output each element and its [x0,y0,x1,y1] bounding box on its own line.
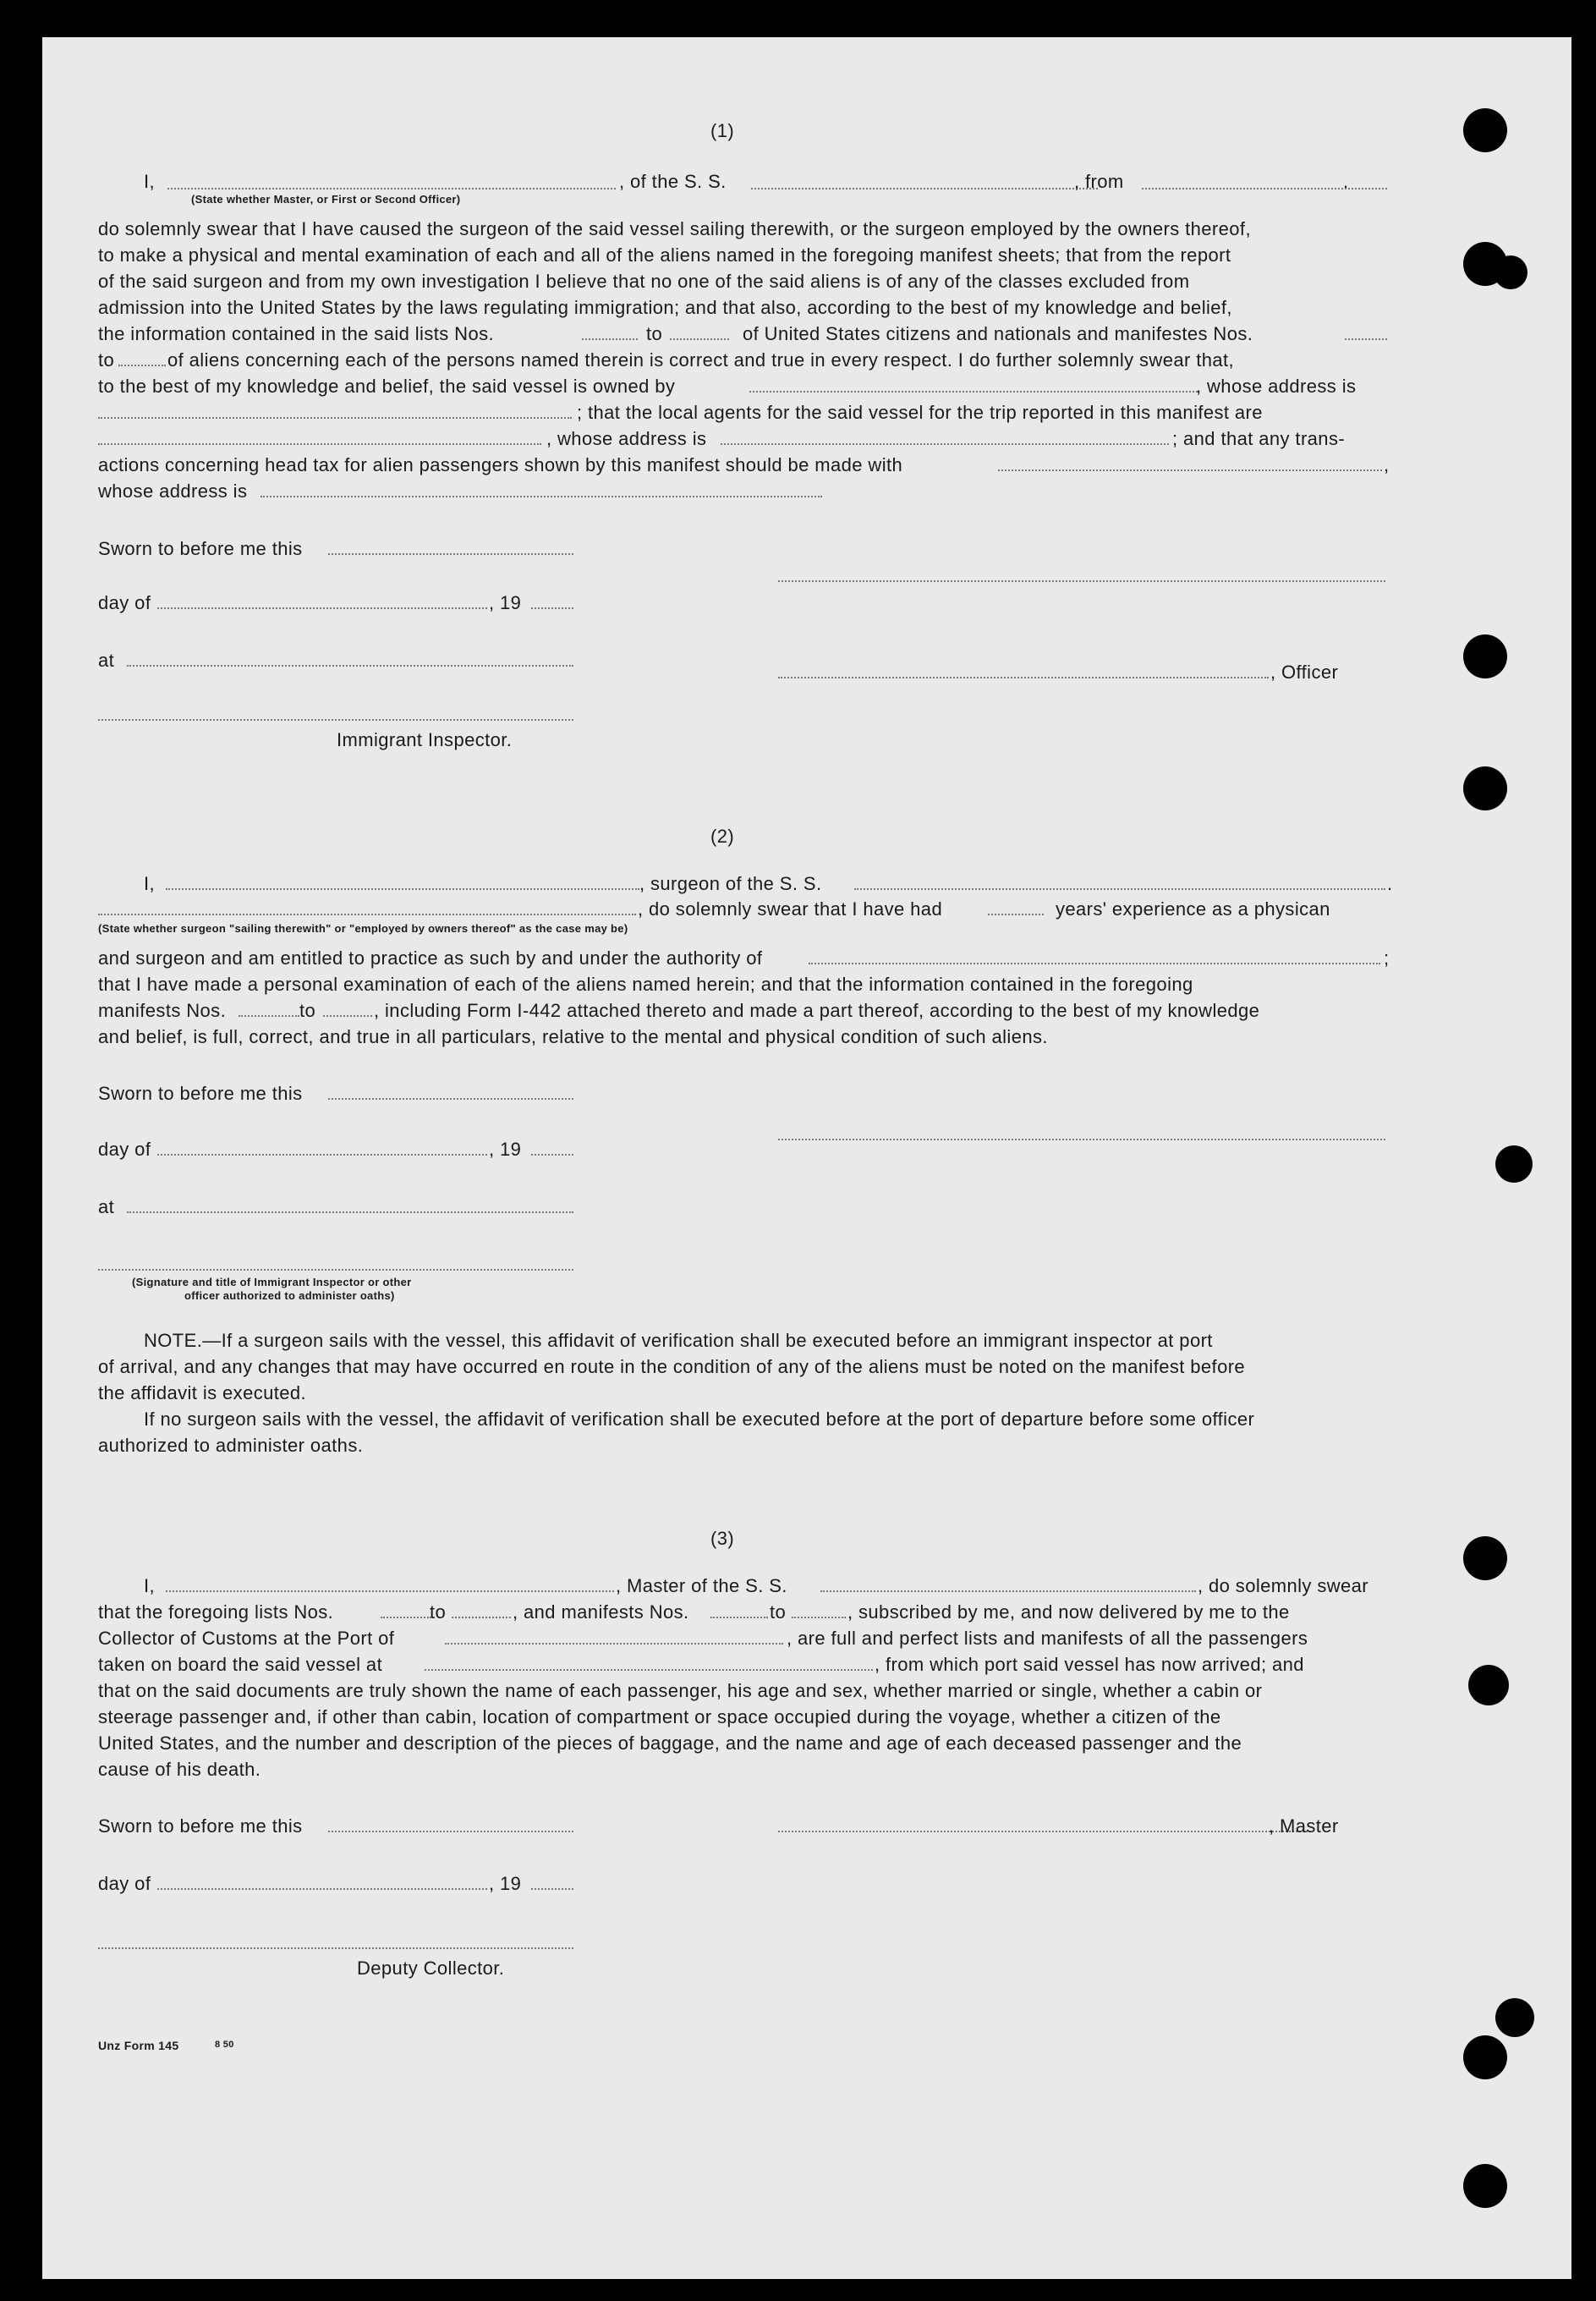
s2-l5-a: manifests Nos. [98,1000,227,1021]
s3-month-field[interactable] [157,1888,487,1890]
s1-officer-title-line[interactable] [778,677,1269,678]
s2-year-label: , 19 [489,1139,522,1160]
s1-from-field[interactable] [1142,188,1387,189]
s3-year-label: , 19 [489,1873,522,1894]
s1-l11: whose address is [98,481,248,502]
s1-sworn-label: Sworn to before me this [98,538,303,559]
punch-hole-9 [1495,1998,1534,2037]
s2-ship-name-field[interactable] [854,888,1385,890]
s2-dayof-label: day of [98,1139,151,1160]
s1-l9-b: ; and that any trans- [1172,428,1346,449]
s2-sworn-label: Sworn to before me this [98,1083,303,1104]
s3-body-line-3: United States, and the number and description of the pieces of baggage, and the name and age of each deceased passenger and the [98,1733,1242,1754]
s1-body-line-1: do solemnly swear that I have caused the surgeon of the said vessel sailing therewith, or the surgeon employed by the owners thereof, [98,218,1251,239]
s1-at-label: at [98,650,115,671]
s1-owner-field[interactable] [749,391,1198,393]
s1-from-label: , from [1074,171,1124,192]
s1-head-tax-field[interactable] [998,470,1382,471]
s3-body-line-4: cause of his death. [98,1759,261,1780]
s1-l5-b: to [646,323,663,344]
punch-hole-5 [1463,766,1507,810]
punch-hole-1 [1463,108,1507,152]
s2-sig-note-1: (Signature and title of Immigrant Inspector or other [132,1276,412,1288]
s1-year-label: , 19 [489,592,522,613]
s1-body-line-4: admission into the United States by the laws regulating immigration; and that also, according to the best of my knowledge and belief, [98,297,1232,318]
s1-year-field[interactable] [531,607,573,609]
punch-hole-3 [1494,255,1527,289]
punch-hole-6 [1495,1145,1533,1183]
s3-l2-e: , subscribed by me, and now delivered by me to the [847,1601,1290,1623]
s2-l3-a: and surgeon and am entitled to practice as such by and under the authority of [98,947,763,969]
section-3-number: (3) [710,1528,735,1549]
s2-surgeon-signature-line[interactable] [778,1139,1385,1140]
s1-at-field[interactable] [127,665,573,667]
s2-authority-field[interactable] [809,963,1380,964]
form-date-code: 8 50 [215,2040,234,2050]
s3-manifests-to-field[interactable] [792,1617,846,1618]
s2-inspector-signature-line[interactable] [98,1269,573,1271]
s1-l7-a: to the best of my knowledge and belief, the said vessel is owned by [98,376,676,397]
s3-l3-b: , are full and perfect lists and manifests of all the passengers [787,1628,1308,1649]
s3-l2-d: to [770,1601,787,1623]
section-1-number: (1) [710,120,735,141]
punch-hole-10 [1463,2035,1507,2079]
s3-l3-a: Collector of Customs at the Port of [98,1628,395,1649]
s3-l4-b: , from which port said vessel has now arrived; and [875,1654,1304,1675]
s1-lists-to-field[interactable] [670,338,729,340]
punch-hole-11 [1463,2164,1507,2208]
s3-master-signature-line[interactable] [778,1831,1311,1832]
s2-manifests-to-field[interactable] [323,1015,372,1017]
s2-l1-b: , surgeon of the S. S. [639,873,822,894]
s3-l2-c: , and manifests Nos. [513,1601,689,1623]
section-2-number: (2) [710,826,735,847]
s3-deputy-label: Deputy Collector. [357,1958,505,1979]
s3-year-field[interactable] [531,1888,573,1890]
s3-sworn-label: Sworn to before me this [98,1815,303,1837]
s3-ship-name-field[interactable] [820,1590,1196,1592]
s1-i-label: I, [144,171,156,192]
s1-officer-signature-line[interactable] [778,580,1385,582]
s2-surgeon-name-field[interactable] [166,888,639,890]
s1-lists-from-field[interactable] [582,338,638,340]
s1-l5-c: of United States citizens and nationals and manifestes Nos. [743,323,1253,344]
s1-l8-a: ; that the local agents for the said vessel for the trip reported in this manifest are [577,402,1263,423]
punch-hole-8 [1468,1665,1509,1705]
s3-boarding-port-field[interactable] [425,1669,873,1671]
s1-month-field[interactable] [157,607,487,609]
s1-body-line-3: of the said surgeon and from my own investigation I believe that no one of the said aliens is of any of the classes excluded from [98,271,1190,292]
s3-l1-b: , Master of the S. S. [616,1575,787,1596]
s1-officer-name-field[interactable] [167,188,616,189]
s1-head-tax-address-field[interactable] [261,496,822,497]
s3-sworn-day-field[interactable] [328,1831,573,1832]
s1-of-ss-label: , of the S. S. [619,171,727,192]
s1-inspector-label: Immigrant Inspector. [337,729,513,750]
s1-l10-b: , [1384,454,1390,475]
s2-l2-b: years' experience as a physican [1056,898,1330,920]
s2-l1-a: I, [144,873,156,894]
s3-port-field[interactable] [445,1643,783,1645]
s1-l10-a: actions concerning head tax for alien passengers shown by this manifest should be made with [98,454,903,475]
s2-note-p2-line-2: authorized to administer oaths. [98,1435,364,1456]
s3-lists-to-field[interactable] [452,1617,511,1618]
s2-at-field[interactable] [127,1211,573,1213]
s2-l6: and belief, is full, correct, and true in all particulars, relative to the mental and physical condition of such aliens. [98,1026,1048,1047]
s3-l2-a: that the foregoing lists Nos. [98,1601,334,1623]
s2-sworn-day-field[interactable] [328,1098,573,1100]
s3-deputy-signature-line[interactable] [98,1947,573,1949]
s2-manifests-from-field[interactable] [239,1015,299,1017]
s2-note-p1-line-1: NOTE.—If a surgeon sails with the vessel, this affidavit of verification shall be executed before an immigrant inspector at port [144,1330,1213,1351]
s2-l5-b: to [299,1000,316,1021]
s1-officer-note: (State whether Master, or First or Second Officer) [191,193,461,206]
punch-hole-4 [1463,634,1507,678]
s2-sig-note-2: officer authorized to administer oaths) [184,1289,395,1302]
form-page [42,37,1571,2279]
s1-body-line-2: to make a physical and mental examination of each and all of the aliens named in the foregoing manifest sheets; that from the report [98,244,1231,266]
s2-year-field[interactable] [531,1154,573,1156]
s3-lists-from-field[interactable] [381,1617,431,1618]
s1-l6-a: to [98,349,115,371]
s3-body-line-1: that on the said documents are truly shown the name of each passenger, his age and sex, whether married or single, whether a cabin or [98,1680,1263,1701]
s3-l4-a: taken on board the said vessel at [98,1654,383,1675]
s2-at-label: at [98,1196,115,1217]
s2-surgeon-status-field[interactable] [98,914,636,915]
s2-l4: that I have made a personal examination of each of the aliens named herein; and that the information contained in the foregoing [98,974,1193,995]
s3-master-label: , Master [1269,1815,1339,1837]
s2-note-p1-line-3: the affidavit is executed. [98,1382,307,1403]
s2-l2-a: , do solemnly swear that I have had [638,898,943,920]
s1-ship-name-field[interactable] [751,188,1098,189]
s1-dayof-label: day of [98,592,151,613]
s1-officer-label: , Officer [1270,662,1339,683]
s2-l3-b: ; [1384,947,1390,969]
s2-surgeon-note: (State whether surgeon "sailing therewith" or "employed by owners thereof" as the case may be) [98,922,628,935]
s1-inspector-signature-line[interactable] [98,719,573,721]
s1-l7-b: , whose address is [1196,376,1357,397]
s2-l5-c: , including Form I-442 attached thereto and made a part thereof, according to the best of my knowledge [374,1000,1260,1021]
s2-l1-c: . [1387,873,1393,894]
s3-master-name-field[interactable] [166,1590,614,1592]
punch-hole-7 [1463,1536,1507,1580]
s2-note-p2-line-1: If no surgeon sails with the vessel, the affidavit of verification shall be executed before at the port of departure before some officer [144,1409,1255,1430]
s3-body-line-2: steerage passenger and, if other than cabin, location of compartment or space occupied during the voyage, whether a citizen of the [98,1706,1221,1727]
s1-manifests-from-field[interactable] [1345,338,1387,340]
s1-l6-b: of aliens concerning each of the persons named therein is correct and true in every respect. I do further solemnly swear that, [167,349,1235,371]
s1-agents-field[interactable] [98,443,541,445]
s1-agents-address-field[interactable] [721,443,1169,445]
s1-line1-end: . [1343,171,1349,192]
s1-owner-address-field[interactable] [98,417,572,419]
s3-manifests-from-field[interactable] [710,1617,768,1618]
s2-month-field[interactable] [157,1154,487,1156]
s1-sworn-day-field[interactable] [328,553,573,555]
s3-l2-b: to [430,1601,447,1623]
form-identifier: Unz Form 145 [98,2039,179,2052]
s2-years-field[interactable] [988,914,1044,915]
s3-l1-a: I, [144,1575,156,1596]
s1-manifests-to-field[interactable] [118,365,166,366]
s3-l1-c: , do solemnly swear [1198,1575,1369,1596]
s3-dayof-label: day of [98,1873,151,1894]
s1-l5-a: the information contained in the said lists Nos. [98,323,494,344]
s2-note-p1-line-2: of arrival, and any changes that may have occurred en route in the condition of any of the aliens must be noted on the manifest before [98,1356,1246,1377]
s1-l9-a: , whose address is [546,428,707,449]
